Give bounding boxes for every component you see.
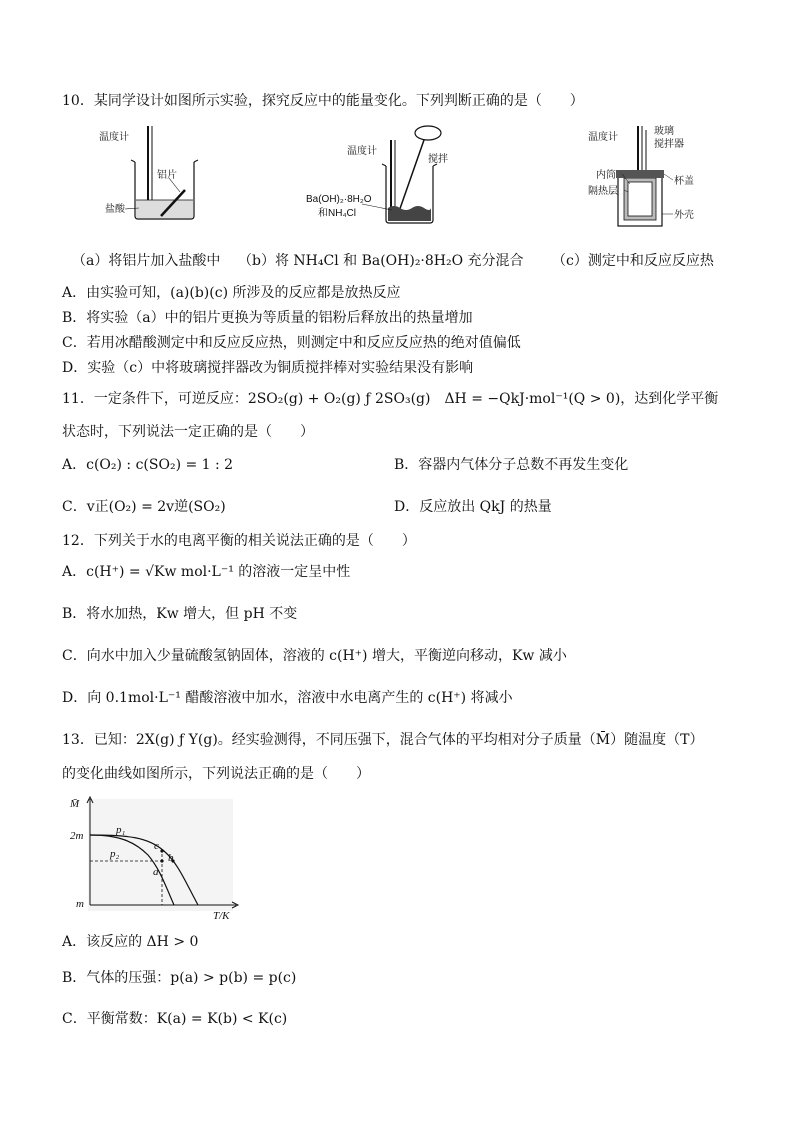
fig-c-shell-label: 外壳 xyxy=(674,210,694,221)
fig-b-reagent-label-1: Ba(OH)₂·8H₂O xyxy=(306,194,372,205)
q11-option-a: A．c(O₂) : c(SO₂) = 1 : 2 xyxy=(62,457,234,473)
q12-option-a: A．c(H⁺) = √Kw mol·L⁻¹ 的溶液一定呈中性 xyxy=(62,564,351,580)
fig-a-thermometer-label: 温度计 xyxy=(99,132,129,143)
fig-c-inner-label: 内筒 xyxy=(596,170,616,181)
q12-option-c: C．向水中加入少量硫酸氢钠固体，溶液的 c(H⁺) 增大，平衡逆向移动，Kw 减小 xyxy=(62,648,567,664)
q11-option-c: C．v正(O₂) = 2v逆(SO₂) xyxy=(62,499,226,515)
graph-ylabel: M̄ xyxy=(70,798,80,810)
q13-option-c: C．平衡常数：K(a) = K(b) < K(c) xyxy=(62,1011,288,1027)
q13-option-a: A．该反应的 ΔH > 0 xyxy=(62,934,199,950)
q12-option-d: D．向 0.1mol·L⁻¹ 醋酸溶液中加水，溶液中水电离产生的 c(H⁺) 将减小 xyxy=(62,690,513,706)
fig-a-hcl-label: 盐酸 xyxy=(105,204,125,215)
q13-graph xyxy=(68,795,248,923)
q10-option-d: D．实验（c）中将玻璃搅拌器改为铜质搅拌棒对实验结果没有影响 xyxy=(62,360,474,376)
figure-b-beaker-mixing xyxy=(302,122,472,234)
graph-point-c: c xyxy=(154,840,159,852)
caption-a: （a）将铝片加入盐酸中 xyxy=(72,253,221,269)
fig-b-reagent-label-2: 和NH₄Cl xyxy=(318,208,356,219)
graph-point-a: a xyxy=(153,866,159,878)
q11-stem-line-1: 11．一定条件下，可逆反应：2SO₂(g) + O₂(g) ƒ 2SO₃(g) ΔH = −QkJ·mol⁻¹(Q > 0)，达到化学平衡 xyxy=(62,391,719,407)
q10-option-a: A．由实验可知，(a)(b)(c) 所涉及的反应都是放热反应 xyxy=(62,285,401,301)
fig-c-stirrer-label-1: 玻璃 xyxy=(654,126,674,137)
q12-stem: 12．下列关于水的电离平衡的相关说法正确的是（ ） xyxy=(62,533,416,549)
figure-c-calorimeter xyxy=(588,122,718,232)
figure-a-beaker-aluminum xyxy=(95,122,205,222)
fig-b-stir-label: 搅拌 xyxy=(428,154,448,165)
fig-c-stirrer-label-2: 搅拌器 xyxy=(654,139,684,150)
q13-stem-line-1: 13．已知：2X(g) ƒ Y(g)。经实验测得，不同压强下，混合气体的平均相对分子质量（M̄）随温度（T） xyxy=(62,732,704,748)
graph-xlabel: T/K xyxy=(213,910,230,922)
q10-option-c: C．若用冰醋酸测定中和反应反应热，则测定中和反应反应热的绝对值偏低 xyxy=(62,335,521,351)
q12-option-b: B．将水加热，Kw 增大，但 pH 不变 xyxy=(62,606,298,622)
q11-stem-line-2: 状态时，下列说法一定正确的是（ ） xyxy=(62,424,314,440)
fig-c-lid-label: 杯盖 xyxy=(674,176,694,187)
fig-c-thermometer-label: 温度计 xyxy=(588,132,618,143)
graph-ytick-m: m xyxy=(76,898,84,910)
caption-c: （c）测定中和反应反应热 xyxy=(552,253,714,269)
q11-option-b: B．容器内气体分子总数不再发生变化 xyxy=(394,457,629,473)
caption-b: （b）将 NH₄Cl 和 Ba(OH)₂·8H₂O 充分混合 xyxy=(238,253,524,269)
fig-c-insulation-label: 隔热层 xyxy=(588,186,618,197)
fig-a-al-label: 铝片 xyxy=(157,170,177,181)
q13-stem-line-2: 的变化曲线如图所示，下列说法正确的是（ ） xyxy=(62,766,370,782)
graph-point-b: b xyxy=(168,852,174,864)
fig-b-thermometer-label: 温度计 xyxy=(347,146,377,157)
q10-option-b: B．将实验（a）中的铝片更换为等质量的铝粉后释放出的热量增加 xyxy=(62,310,473,326)
q13-option-b: B．气体的压强：p(a) > p(b) = p(c) xyxy=(62,970,297,986)
graph-p1-label: p₁ xyxy=(116,824,126,836)
graph-ytick-2m: 2m xyxy=(70,830,84,842)
graph-p2-label: p₂ xyxy=(110,848,120,860)
q11-option-d: D．反应放出 QkJ 的热量 xyxy=(394,499,552,515)
q10-stem: 10．某同学设计如图所示实验，探究反应中的能量变化。下列判断正确的是（ ） xyxy=(62,93,584,109)
